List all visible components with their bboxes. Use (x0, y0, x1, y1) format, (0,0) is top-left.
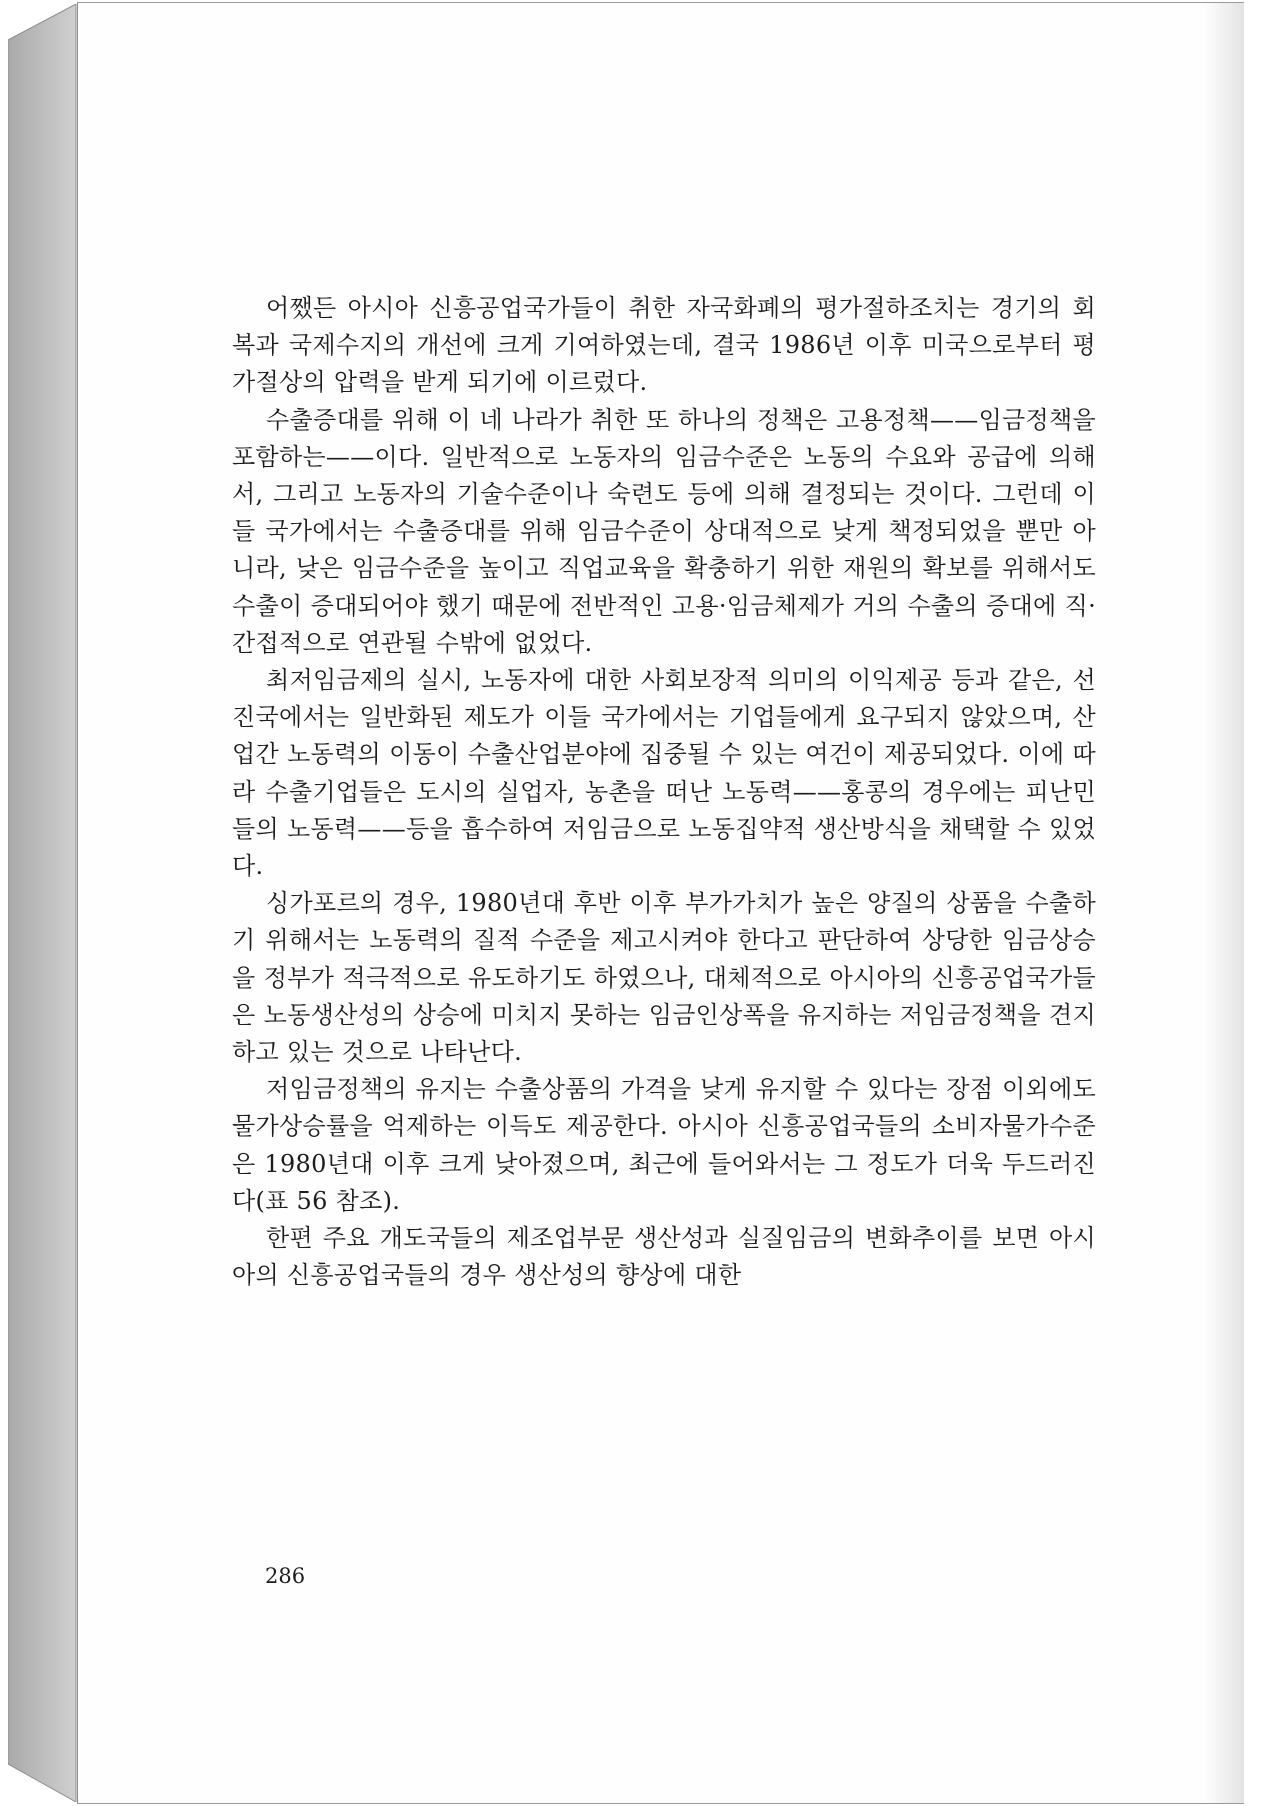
page-number: 286 (265, 1564, 306, 1588)
body-text (232, 290, 1096, 1294)
book-spine (8, 4, 78, 1802)
paragraph: 저임금정책의 유지는 수출상품의 가격을 낮게 유지할 수 있다는 장점 이외에도 물가상승률을 억제하는 이득도 제공한다. 아시아 신흥공업국들의 소비자물가수준은 1980년대 이후 크게 낮아졌으며, 최근에 들어와서는 그 정도가 더욱 두드러진다(표 56 참조). (232, 1075, 1096, 1215)
page-edge-shadow (1204, 3, 1244, 1803)
paragraph: 수출증대를 위해 이 네 나라가 취한 또 하나의 정책은 고용정책——임금정책을 포함하는——이다. 일반적으로 노동자의 임금수준은 노동의 수요와 공급에 의해서, 그리고 노동자의 기술수준이나 숙련도 등에 의해 결정되는 것이다. 그런데 이들 국가에서는 수출증대를 위해 임금수준이 상대적으로 낮게 책정되었을 뿐만 아니라, 낮은 임금수준을 높이고 직업교육을 확충하기 위한 재원의 확보를 위해서도 수출이 증대되어야 했기 때문에 전반적인 고용·임금체제가 거의 수출의 증대에 직·간접적으로 연관될 수밖에 없었다. (232, 405, 1096, 657)
paragraph: 한편 주요 개도국들의 제조업부문 생산성과 실질임금의 변화추이를 보면 아시아의 신흥공업국들의 경우 생산성의 향상에 대한 (232, 1224, 1096, 1290)
paragraph: 싱가포르의 경우, 1980년대 후반 이후 부가가치가 높은 양질의 상품을 수출하기 위해서는 노동력의 질적 수준을 제고시켜야 한다고 판단하여 상당한 임금상승을 정부가 적극적으로 유도하기도 하였으나, 대체적으로 아시아의 신흥공업국가들은 노동생산성의 상승에 미치지 못하는 임금인상폭을 유지하는 저임금정책을 견지하고 있는 것으로 나타난다. (232, 889, 1096, 1067)
paragraph: 최저임금제의 실시, 노동자에 대한 사회보장적 의미의 이익제공 등과 같은, 선진국에서는 일반화된 제도가 이들 국가에서는 기업들에게 요구되지 않았으며, 산업간 노동력의 이동이 수출산업분야에 집중될 수 있는 여건이 제공되었다. 이에 따라 수출기업들은 도시의 실업자, 농촌을 떠난 노동력——홍콩의 경우에는 피난민들의 노동력——등을 흡수하여 저임금으로 노동집약적 생산방식을 채택할 수 있었다. (232, 666, 1096, 881)
paragraph: 어쨌든 아시아 신흥공업국가들이 취한 자국화폐의 평가절하조치는 경기의 회복과 국제수지의 개선에 크게 기여하였는데, 결국 1986년 이후 미국으로부터 평가절상의 압력을 받게 되기에 이르렀다. (232, 294, 1096, 397)
